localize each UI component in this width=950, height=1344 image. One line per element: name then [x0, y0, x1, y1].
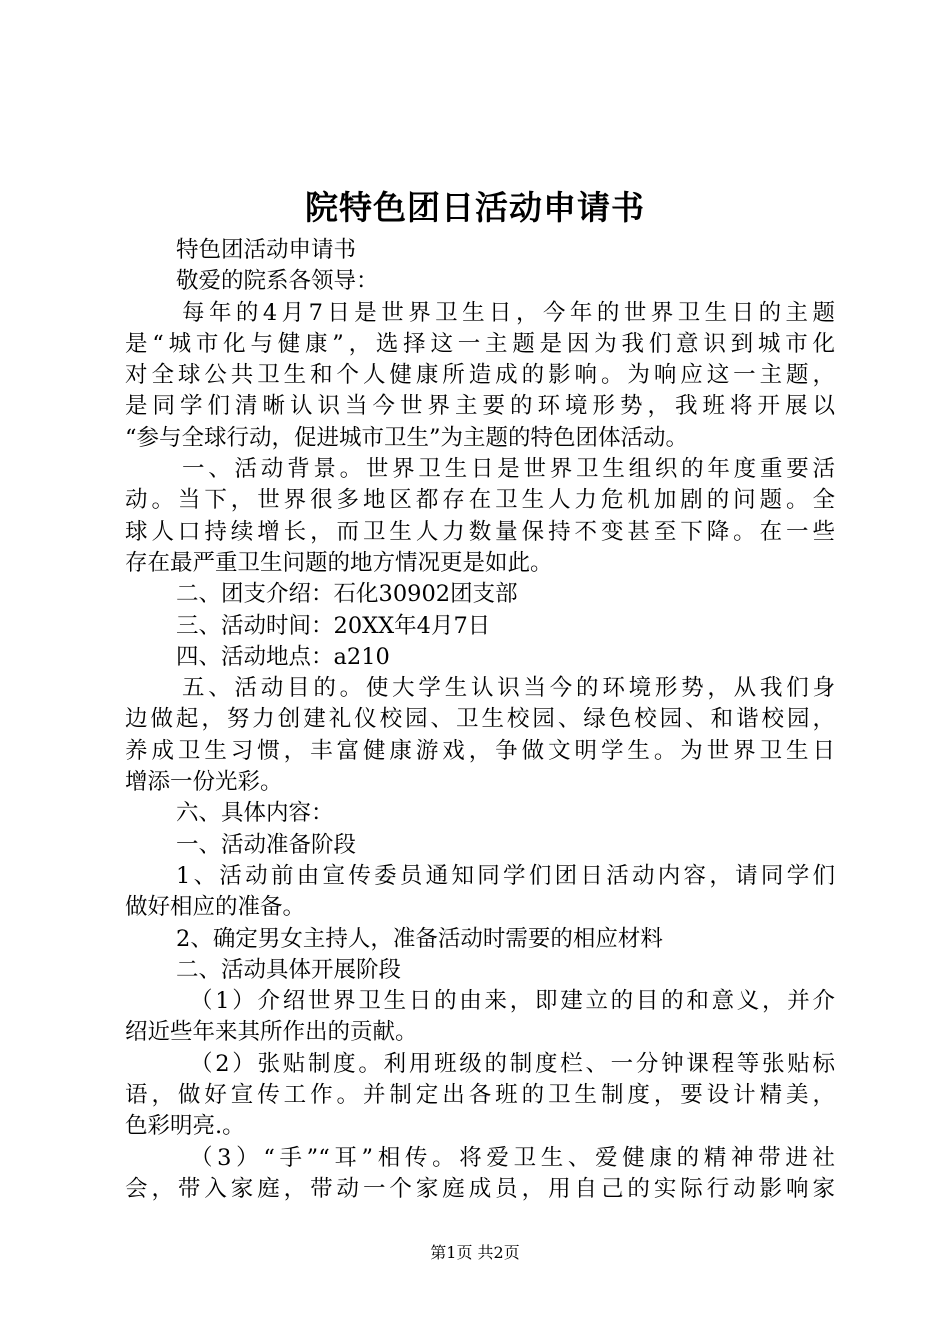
text-line: 二、团支介绍：石化30902团支部	[176, 581, 518, 608]
text-line: 边做起，努力创建礼仪校园、卫生校园、绿色校园、和谐校园，	[125, 706, 835, 733]
text-line: 一、活动准备阶段	[176, 831, 357, 858]
text-line: 做好相应的准备。	[125, 894, 306, 921]
text-line: 是同学们清晰认识当今世界主要的环境形势，我班将开展以	[125, 393, 835, 420]
text-line: （3）“手”“耳”相传。将爱卫生、爱健康的精神带进社	[190, 1144, 835, 1171]
text-line: 三、活动时间：20XX年4月7日	[176, 612, 491, 639]
text-line: 二、活动具体开展阶段	[176, 956, 402, 983]
text-line: 敬爱的院系各领导：	[176, 268, 379, 295]
text-line: 养成卫生习惯，丰富健康游戏，争做文明学生。为世界卫生日	[125, 737, 835, 764]
text-line: （1）介绍世界卫生日的由来，即建立的目的和意义，并介	[190, 988, 835, 1015]
text-line: 每年的4月7日是世界卫生日，今年的世界卫生日的主题	[182, 299, 835, 326]
text-line: 一、活动背景。世界卫生日是世界卫生组织的年度重要活	[182, 456, 835, 483]
text-line: 五、活动目的。使大学生认识当今的环境形势，从我们身	[182, 675, 835, 702]
text-line: 动。当下，世界很多地区都存在卫生人力危机加剧的问题。全	[125, 487, 835, 514]
text-line: 2、确定男女主持人，准备活动时需要的相应材料	[176, 925, 663, 952]
text-line: 四、活动地点：a210	[176, 643, 390, 670]
text-line: 六、具体内容：	[176, 800, 334, 827]
text-line: 色彩明亮.。	[125, 1113, 245, 1140]
text-line: 球人口持续增长，而卫生人力数量保持不变甚至下降。在一些	[125, 518, 835, 545]
page-footer: 第1页 共2页	[430, 1243, 520, 1262]
text-line: “参与全球行动，促进城市卫生”为主题的特色团体活动。	[125, 424, 689, 451]
text-line: 会，带入家庭，带动一个家庭成员，用自己的实际行动影响家	[125, 1175, 835, 1202]
text-line: 增添一份光彩。	[125, 769, 283, 796]
text-line: 语，做好宣传工作。并制定出各班的卫生制度，要设计精美，	[125, 1082, 835, 1109]
document-body	[125, 235, 835, 1205]
text-line: 1、活动前由宣传委员通知同学们团日活动内容，请同学们	[176, 862, 835, 889]
text-line: 绍近些年来其所作出的贡献。	[125, 1019, 418, 1046]
text-line: 是“城市化与健康”，选择这一主题是因为我们意识到城市化	[125, 330, 835, 357]
text-line: 对全球公共卫生和个人健康所造成的影响。为响应这一主题，	[125, 362, 835, 389]
text-line: 存在最严重卫生问题的地方情况更是如此。	[125, 549, 553, 576]
text-line: （2）张贴制度。利用班级的制度栏、一分钟课程等张贴标	[190, 1050, 835, 1077]
text-line: 特色团活动申请书	[176, 237, 357, 263]
document-title: 院特色团日活动申请书	[305, 188, 645, 227]
